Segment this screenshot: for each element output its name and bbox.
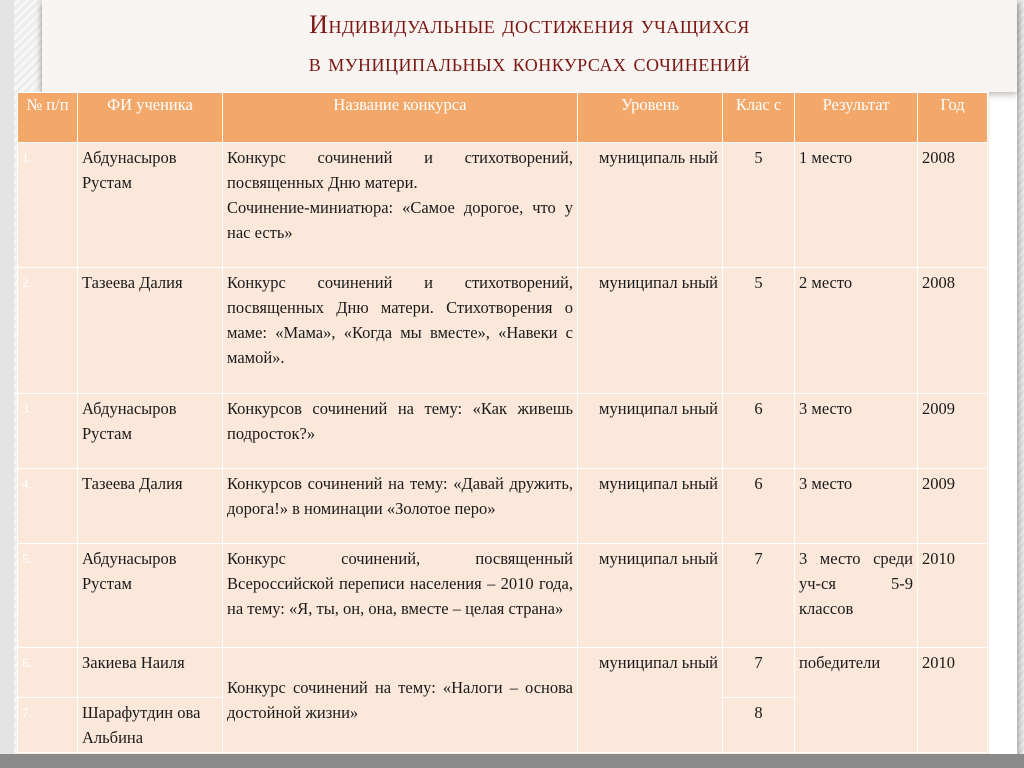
student-grade: 5: [723, 268, 795, 394]
contest-year: 2008: [918, 268, 988, 394]
row-num: 6.: [18, 648, 78, 698]
table-row: [18, 648, 988, 698]
contest-level: муниципаль ный: [578, 143, 723, 268]
table-row: [18, 268, 988, 394]
contest-level: муниципал ьный: [578, 469, 723, 544]
student-grade: 8: [723, 698, 795, 753]
row-num: 5.: [18, 544, 78, 648]
table-row: [18, 469, 988, 544]
row-num: 7.: [18, 698, 78, 753]
contest-level: муниципал ьный: [578, 268, 723, 394]
row-num: 4.: [18, 469, 78, 544]
contest-year: 2009: [918, 394, 988, 469]
table-header-row: [18, 93, 988, 143]
contest-year: 2009: [918, 469, 988, 544]
bottom-edge-band: [0, 754, 1024, 768]
student-grade: 7: [723, 544, 795, 648]
header-result: Результат: [795, 93, 918, 143]
header-contest: Название конкурса: [223, 93, 578, 143]
contest-name: Конкурс сочинений, посвященный Всероссийской переписи населения – 2010 года, на тему: «Я, ты, он, она, вместе – целая страна»: [223, 544, 578, 648]
header-num: № п/п: [18, 93, 78, 143]
student-grade: 6: [723, 394, 795, 469]
header-level: Уровень: [578, 93, 723, 143]
contest-name: Конкурсов сочинений на тему: «Как живешь подросток?»: [223, 394, 578, 469]
contest-result: победители: [795, 648, 918, 753]
student-name: Абдунасыров Рустам: [78, 544, 223, 648]
contest-result: 1 место: [795, 143, 918, 268]
row-num: 3.: [18, 394, 78, 469]
contest-level: муниципал ьный: [578, 648, 723, 753]
table-row: [18, 544, 988, 648]
achievements-table-wrap: [17, 92, 989, 754]
table-row: [18, 143, 988, 268]
contest-name: Конкурсов сочинений на тему: «Давай дружить, дорога!» в номинации «Золотое перо»: [223, 469, 578, 544]
student-name: Закиева Наиля: [78, 648, 223, 698]
contest-result: 3 место: [795, 469, 918, 544]
header-name: ФИ ученика: [78, 93, 223, 143]
title-line-1: Индивидуальные достижения учащихся: [309, 10, 750, 39]
contest-year: 2010: [918, 648, 988, 753]
student-name: Абдунасыров Рустам: [78, 394, 223, 469]
contest-name-part1: Конкурс сочинений и стихотворений, посвященных Дню матери.: [227, 148, 573, 192]
contest-result: 2 место: [795, 268, 918, 394]
contest-level: муниципал ьный: [578, 544, 723, 648]
student-name: Шарафутдин ова Альбина: [78, 698, 223, 753]
contest-level: муниципал ьный: [578, 394, 723, 469]
slide-title: [42, 6, 1017, 82]
student-name: Абдунасыров Рустам: [78, 143, 223, 268]
contest-name: Конкурс сочинений на тему: «Налоги – основа достойной жизни»: [223, 648, 578, 753]
title-line-2: в муниципальных конкурсах сочинений: [308, 48, 751, 77]
contest-year: 2010: [918, 544, 988, 648]
contest-name: Конкурс сочинений и стихотворений, посвященных Дню матери. Стихотворения о маме: «Мама», «Когда мы вместе», «Навеки с мамой».: [223, 268, 578, 394]
contest-name: [223, 143, 578, 268]
student-grade: 5: [723, 143, 795, 268]
table-row: [18, 394, 988, 469]
row-num: 1.: [18, 143, 78, 268]
contest-year: 2008: [918, 143, 988, 268]
contest-result: 3 место среди уч-ся 5-9 классов: [795, 544, 918, 648]
left-edge-band: [0, 0, 14, 768]
student-grade: 7: [723, 648, 795, 698]
contest-result: 3 место: [795, 394, 918, 469]
contest-name-part2: Сочинение-миниатюра: «Самое дорогое, что у нас есть»: [227, 198, 573, 242]
header-year: Год: [918, 93, 988, 143]
row-num: 2.: [18, 268, 78, 394]
header-grade: Клас с: [723, 93, 795, 143]
student-grade: 6: [723, 469, 795, 544]
achievements-table: [17, 92, 988, 753]
student-name: Тазеева Далия: [78, 268, 223, 394]
student-name: Тазеева Далия: [78, 469, 223, 544]
